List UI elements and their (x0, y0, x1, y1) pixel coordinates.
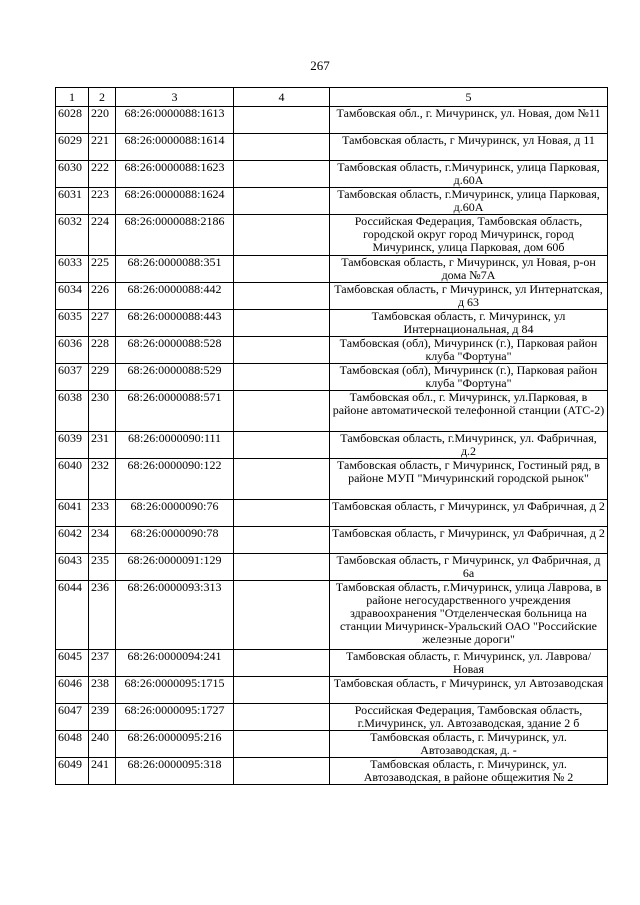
column-header-1: 1 (56, 88, 89, 107)
item-index-cell: 230 (89, 391, 116, 432)
table-row (56, 704, 608, 731)
cadastral-number-cell: 68:26:0000094:241 (116, 650, 234, 677)
header-row (56, 88, 608, 107)
cadastral-number-cell: 68:26:0000088:1614 (116, 134, 234, 161)
cadastral-number-cell: 68:26:0000093:313 (116, 581, 234, 650)
address-cell: Тамбовская область, г. Мичуринск, ул. Автозаводская, в районе общежития № 2 (330, 758, 608, 785)
row-number-cell: 6030 (56, 161, 89, 188)
address-cell: Тамбовская область, г.Мичуринск, улица Лаврова, в районе негосударственного учреждения здравоохранения "Отделенческая больница на станции Мичуринск-Уральский ОАО "Российские железные дороги" (330, 581, 608, 650)
address-cell: Тамбовская область, г. Мичуринск, ул. Автозаводская, д. - (330, 731, 608, 758)
row-number-cell: 6035 (56, 310, 89, 337)
row-number-cell: 6042 (56, 527, 89, 554)
item-index-cell: 224 (89, 215, 116, 256)
column-4-cell (234, 459, 330, 500)
row-number-cell: 6040 (56, 459, 89, 500)
row-number-cell: 6045 (56, 650, 89, 677)
column-4-cell (234, 256, 330, 283)
item-index-cell: 222 (89, 161, 116, 188)
item-index-cell: 241 (89, 758, 116, 785)
cadastral-number-cell: 68:26:0000095:318 (116, 758, 234, 785)
table-row (56, 459, 608, 500)
item-index-cell: 229 (89, 364, 116, 391)
item-index-cell: 240 (89, 731, 116, 758)
address-cell: Российская Федерация, Тамбовская область, г.Мичуринск, ул. Автозаводская, здание 2 б (330, 704, 608, 731)
table-row (56, 364, 608, 391)
column-4-cell (234, 527, 330, 554)
address-cell: Тамбовская область, г Мичуринск, ул Фабричная, д 2 (330, 527, 608, 554)
row-number-cell: 6028 (56, 107, 89, 134)
item-index-cell: 228 (89, 337, 116, 364)
address-cell: Тамбовская область, г Мичуринск, ул Фабричная, д 2 (330, 500, 608, 527)
item-index-cell: 239 (89, 704, 116, 731)
column-4-cell (234, 581, 330, 650)
row-number-cell: 6048 (56, 731, 89, 758)
item-index-cell: 234 (89, 527, 116, 554)
table-row (56, 215, 608, 256)
column-header-2: 2 (89, 88, 116, 107)
address-cell: Тамбовская область, г Мичуринск, Гостиный ряд, в районе МУП "Мичуринский городской рынок" (330, 459, 608, 500)
cadastral-number-cell: 68:26:0000090:122 (116, 459, 234, 500)
cadastral-number-cell: 68:26:0000088:443 (116, 310, 234, 337)
column-4-cell (234, 161, 330, 188)
column-4-cell (234, 432, 330, 459)
cadastral-number-cell: 68:26:0000088:442 (116, 283, 234, 310)
row-number-cell: 6033 (56, 256, 89, 283)
address-cell: Тамбовская область, г Мичуринск, ул Интернатская, д 63 (330, 283, 608, 310)
column-4-cell (234, 364, 330, 391)
table-header (56, 88, 608, 107)
column-header-3: 3 (116, 88, 234, 107)
table-row (56, 310, 608, 337)
column-4-cell (234, 758, 330, 785)
item-index-cell: 226 (89, 283, 116, 310)
column-header-4: 4 (234, 88, 330, 107)
row-number-cell: 6039 (56, 432, 89, 459)
table-row (56, 337, 608, 364)
cadastral-number-cell: 68:26:0000088:1624 (116, 188, 234, 215)
cadastral-number-cell: 68:26:0000088:571 (116, 391, 234, 432)
column-4-cell (234, 650, 330, 677)
table-row (56, 391, 608, 432)
cadastral-number-cell: 68:26:0000090:111 (116, 432, 234, 459)
address-cell: Российская Федерация, Тамбовская область, городской округ город Мичуринск, город Мичуринск, улица Парковая, дом 60б (330, 215, 608, 256)
address-cell: Тамбовская обл., г. Мичуринск, ул.Парковая, в районе автоматической телефонной станции (АТС-2) (330, 391, 608, 432)
item-index-cell: 225 (89, 256, 116, 283)
row-number-cell: 6038 (56, 391, 89, 432)
table-row (56, 107, 608, 134)
table-row (56, 731, 608, 758)
item-index-cell: 220 (89, 107, 116, 134)
column-4-cell (234, 677, 330, 704)
table-row (56, 134, 608, 161)
column-4-cell (234, 215, 330, 256)
address-cell: Тамбовская область, г Мичуринск, ул Фабричная, д 6а (330, 554, 608, 581)
column-4-cell (234, 554, 330, 581)
address-cell: Тамбовская область, г Мичуринск, ул Автозаводская (330, 677, 608, 704)
table-row (56, 256, 608, 283)
cadastral-number-cell: 68:26:0000095:1727 (116, 704, 234, 731)
column-4-cell (234, 337, 330, 364)
table-row (56, 283, 608, 310)
row-number-cell: 6037 (56, 364, 89, 391)
cadastral-number-cell: 68:26:0000088:2186 (116, 215, 234, 256)
cadastral-number-cell: 68:26:0000088:529 (116, 364, 234, 391)
item-index-cell: 238 (89, 677, 116, 704)
table-row (56, 500, 608, 527)
row-number-cell: 6049 (56, 758, 89, 785)
address-cell: Тамбовская обл., г. Мичуринск, ул. Новая, дом №11 (330, 107, 608, 134)
table-row (56, 677, 608, 704)
address-cell: Тамбовская область, г.Мичуринск, улица Парковая, д.60А (330, 188, 608, 215)
table-row (56, 581, 608, 650)
cadastral-number-cell: 68:26:0000088:1623 (116, 161, 234, 188)
row-number-cell: 6043 (56, 554, 89, 581)
row-number-cell: 6047 (56, 704, 89, 731)
item-index-cell: 237 (89, 650, 116, 677)
cadastral-number-cell: 68:26:0000088:351 (116, 256, 234, 283)
table-row (56, 432, 608, 459)
item-index-cell: 235 (89, 554, 116, 581)
address-cell: Тамбовская область, г.Мичуринск, ул. Фабричная, д.2 (330, 432, 608, 459)
item-index-cell: 227 (89, 310, 116, 337)
table-body (56, 107, 608, 785)
cadastral-number-cell: 68:26:0000090:78 (116, 527, 234, 554)
address-cell: Тамбовская (обл), Мичуринск (г.), Парковая район клуба "Фортуна" (330, 337, 608, 364)
column-4-cell (234, 188, 330, 215)
cadastral-number-cell: 68:26:0000088:528 (116, 337, 234, 364)
row-number-cell: 6032 (56, 215, 89, 256)
cadastral-number-cell: 68:26:0000095:216 (116, 731, 234, 758)
table-row (56, 554, 608, 581)
column-header-5: 5 (330, 88, 608, 107)
column-4-cell (234, 310, 330, 337)
address-cell: Тамбовская область, г. Мичуринск, ул Интернациональная, д 84 (330, 310, 608, 337)
cadastral-number-cell: 68:26:0000091:129 (116, 554, 234, 581)
column-4-cell (234, 731, 330, 758)
table-row (56, 188, 608, 215)
cadastral-number-cell: 68:26:0000090:76 (116, 500, 234, 527)
table-row (56, 758, 608, 785)
item-index-cell: 221 (89, 134, 116, 161)
address-cell: Тамбовская область, г Мичуринск, ул Новая, р-он дома №7А (330, 256, 608, 283)
table-row (56, 161, 608, 188)
column-4-cell (234, 500, 330, 527)
table-row (56, 650, 608, 677)
column-4-cell (234, 107, 330, 134)
row-number-cell: 6031 (56, 188, 89, 215)
table-row (56, 527, 608, 554)
item-index-cell: 223 (89, 188, 116, 215)
row-number-cell: 6046 (56, 677, 89, 704)
address-cell: Тамбовская область, г Мичуринск, ул Новая, д 11 (330, 134, 608, 161)
column-4-cell (234, 283, 330, 310)
address-cell: Тамбовская область, г. Мичуринск, ул. Лаврова/Новая (330, 650, 608, 677)
item-index-cell: 231 (89, 432, 116, 459)
row-number-cell: 6041 (56, 500, 89, 527)
column-4-cell (234, 134, 330, 161)
column-4-cell (234, 391, 330, 432)
address-cell: Тамбовская область, г.Мичуринск, улица Парковая, д.60А (330, 161, 608, 188)
cadastral-number-cell: 68:26:0000088:1613 (116, 107, 234, 134)
item-index-cell: 236 (89, 581, 116, 650)
address-cell: Тамбовская (обл), Мичуринск (г.), Парковая район клуба "Фортуна" (330, 364, 608, 391)
item-index-cell: 233 (89, 500, 116, 527)
row-number-cell: 6029 (56, 134, 89, 161)
page-number: 267 (310, 58, 330, 73)
column-4-cell (234, 704, 330, 731)
row-number-cell: 6044 (56, 581, 89, 650)
registry-table (55, 87, 608, 785)
row-number-cell: 6036 (56, 337, 89, 364)
item-index-cell: 232 (89, 459, 116, 500)
cadastral-number-cell: 68:26:0000095:1715 (116, 677, 234, 704)
row-number-cell: 6034 (56, 283, 89, 310)
